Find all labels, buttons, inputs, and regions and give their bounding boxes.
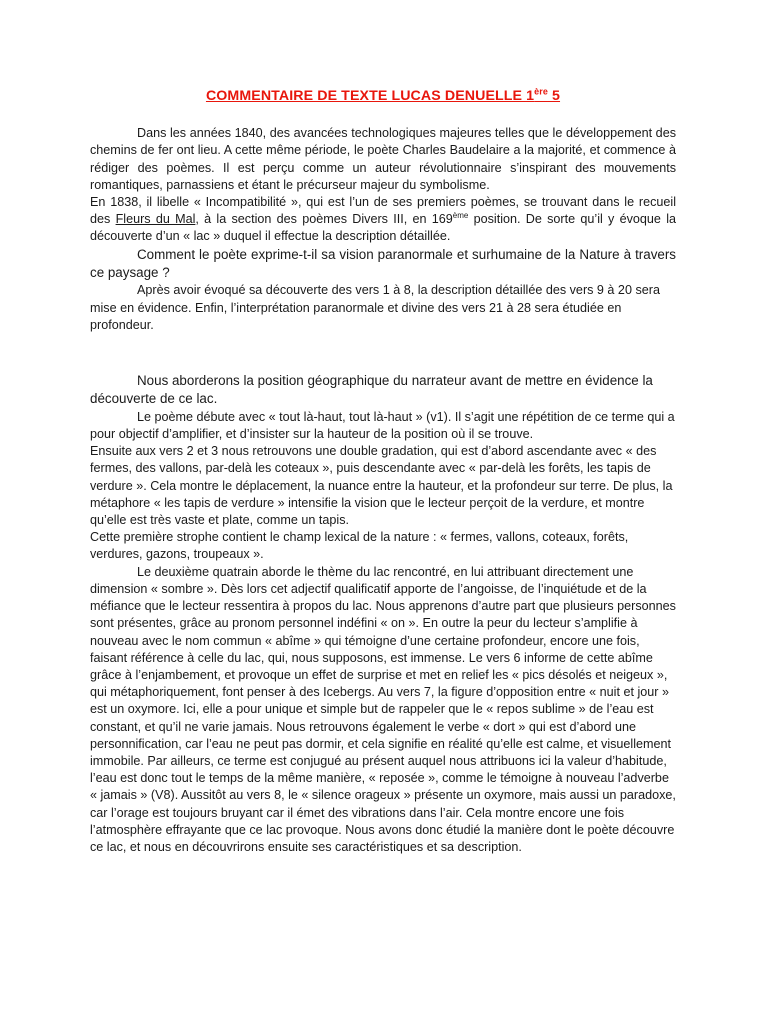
- problematic: Comment le poète exprime-t-il sa vision paranormale et surhumaine de la Nature à travers ce paysage ?: [90, 246, 676, 281]
- book-title: Fleurs du Mal: [115, 212, 196, 227]
- document-title: COMMENTAIRE DE TEXTE LUCAS DENUELLE 1ère 5: [205, 86, 561, 104]
- part1-paragraph-2: Ensuite aux vers 2 et 3 nous retrouvons une double gradation, qui est d’abord ascendante avec « des fermes, des vallons, par-delà les coteaux », puis descendante avec « par-delà les forêts, les tapis de verdure ». Cela montre le déplacement, la nuance entre la hauteur, et la profondeur sur terre. De plus, la métaphore « les tapis de verdure » intensifie la vision que le lecteur perçoit de la verdure, et montre qu’elle est très vaste et plate, comme un tapis.: [90, 444, 673, 528]
- intro-paragraph-2: En 1838, il libelle « Incompatibilité », qui est l’un de ses premiers poèmes, se trouvant dans le recueil des Fleurs du Mal, à la section des poèmes Divers III, en 169ème position. De sorte qu’il y évoque la découverte d’un « lac » duquel il effectue la description détaillée.: [90, 195, 676, 244]
- part1-paragraph-3: Cette première strophe contient le champ lexical de la nature : « fermes, vallons, coteaux, forêts, verdures, gazons, troupeaux ».: [90, 530, 629, 562]
- part1-announcement: Nous aborderons la position géographique du narrateur avant de mettre en évidence la découverte de ce lac.: [90, 373, 653, 407]
- part1-paragraph-1: Le poème débute avec « tout là-haut, tout là-haut » (v1). Il s’agit une répétition de ce terme qui a pour objectif d’amplifier, et d’insister sur la hauteur de la position où il se trouve.: [90, 409, 675, 442]
- plan-announcement: Après avoir évoqué sa découverte des vers 1 à 8, la description détaillée des vers 9 à 20 sera mise en évidence. Enfin, l’interprétation paranormale et divine des vers 21 à 28 sera étudiée en profondeur.: [90, 283, 660, 332]
- document-page: [90, 88, 676, 856]
- part1-paragraph-4: Le deuxième quatrain aborde le thème du lac rencontré, en lui attribuant directement une dimension « sombre ». Dès lors cet adjectif qualificatif apporte de l’angoisse, de l’inquiétude et de la méfiance que le lecteur ressentira à propos du lac. Nous apprenons d’autre part que plusieurs personnes sont présentes, grâce au pronom personnel indéfini « on ». En outre la peur du lecteur s’amplifie à nouveau avec le nom commun « abîme » qui témoigne d’une certaine profondeur, encore une fois, faisant référence à celle du lac, qui, nous supposons, est immense. Le vers 6 informe de cette abîme grâce à l’enjambement, et provoque un effet de surprise et met en relief les « pics désolés et neigeux », qui métaphoriquement, font penser à des Icebergs. Au vers 7, la figure d’opposition entre « nuit et jour » est un oxymore. Ici, elle a pour unique et simple but de rappeler que le « repos sublime » de l’eau est constant, et qu’il ne varie jamais. Nous retrouvons également le verbe « dort » qui est d’abord une personnification, car l’eau ne peut pas dormir, et cela signifie en réalité qu’elle est calme, et visuellement immobile. Par ailleurs, ce terme est conjugué au présent auquel nous attribuons ici la valeur d’habitude, l’eau est donc tout le temps de la même manière, « reposée », comme le témoigne à nouveau l’adverbe « jamais » (V8). Aussitôt au vers 8, le « silence orageux » présente un oxymore, mais aussi un paradoxe, car l’orage est toujours bruyant car il émet des vibrations dans l’air. Cela montre encore une fois l’atmosphère effrayante que ce lac provoque. Nous avons donc étudié la manière dont le poète découvre ce lac, et nous en découvrirons ensuite ses caractéristiques et sa description.: [90, 564, 676, 854]
- intro-paragraph-1: Dans les années 1840, des avancées technologiques majeures telles que le développement des chemins de fer ont lieu. A cette même période, le poète Charles Baudelaire a la majorité, et commence à rédiger des poèmes. Il est perçu comme un auteur révolutionnaire s’inspirant des mouvements romantiques, parnassiens et étant le précurseur majeur du symbolisme.: [90, 126, 676, 192]
